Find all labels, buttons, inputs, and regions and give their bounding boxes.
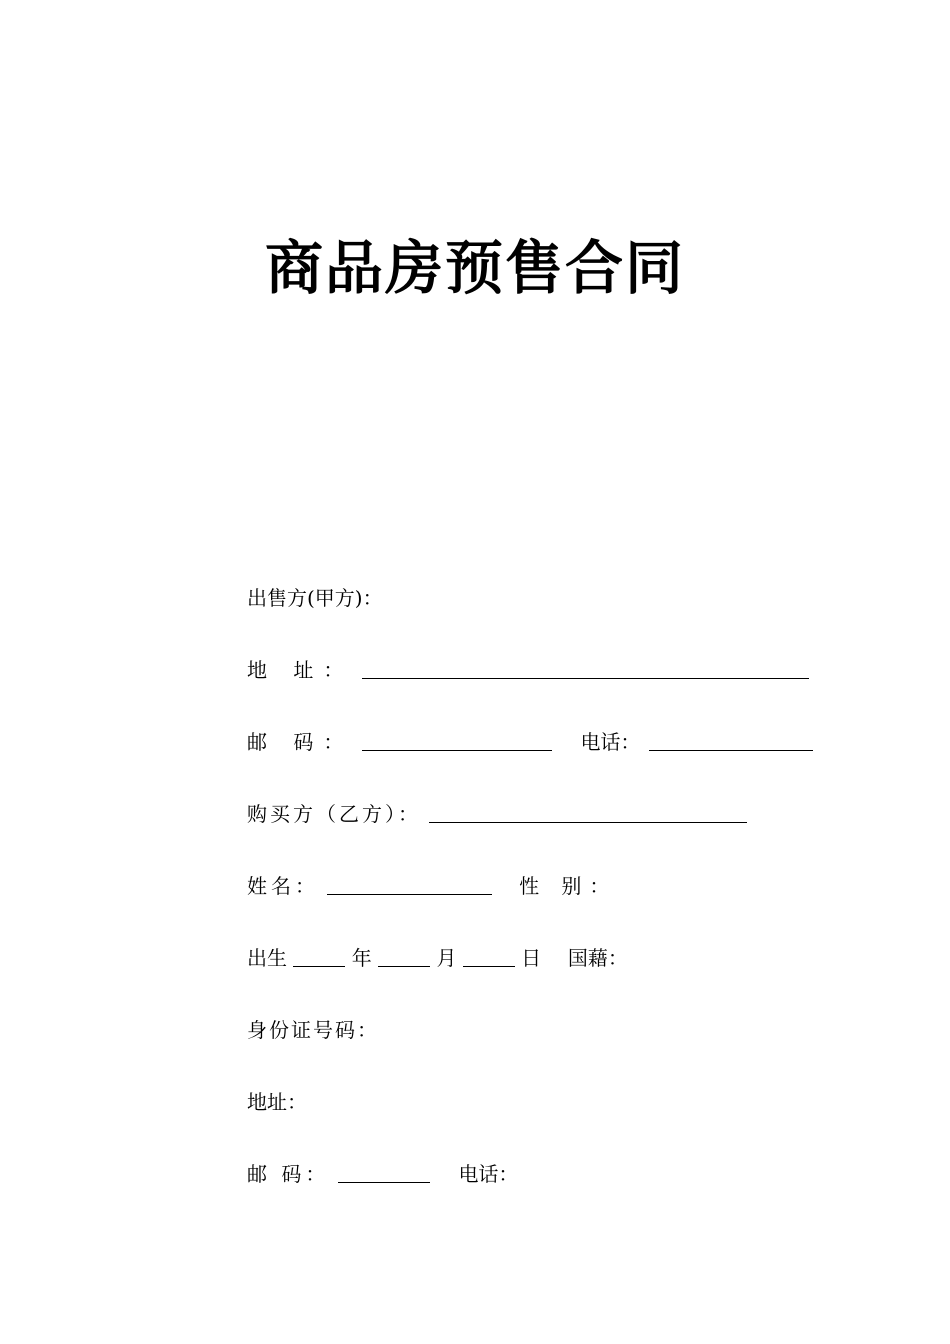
seller-contact-row: [247, 726, 813, 758]
seller-address-row: [247, 654, 809, 686]
buyer-contact-row: [247, 1158, 518, 1190]
buyer-label: 购买方（乙方）：: [247, 802, 421, 826]
buyer-address-label: 地址：: [247, 1090, 307, 1114]
buyer-birth-prefix: 出生: [247, 946, 287, 970]
seller-phone-label: 电话：: [580, 730, 641, 754]
buyer-id-label: 身份证号码：: [247, 1018, 379, 1042]
buyer-birth-month-label: 月: [436, 946, 457, 970]
buyer-field[interactable]: [429, 798, 747, 823]
buyer-birth-day-label: 日: [521, 946, 542, 970]
seller-address-label: 地 址：: [247, 658, 354, 682]
buyer-postcode-field[interactable]: [338, 1158, 430, 1183]
seller-postcode-label: 邮 码：: [247, 730, 354, 754]
seller-phone-field[interactable]: [649, 726, 813, 751]
buyer-phone-label: 电话：: [458, 1162, 519, 1186]
buyer-gender-label: 性 别：: [519, 874, 618, 898]
buyer-name-label: 姓名：: [247, 874, 319, 898]
seller-label: 出售方(甲方)：: [247, 586, 383, 610]
buyer-nationality-label: 国藉：: [567, 946, 628, 970]
buyer-birth-day-field[interactable]: [463, 942, 515, 967]
seller-postcode-field[interactable]: [362, 726, 552, 751]
buyer-birth-row: [247, 942, 628, 974]
document-title: 商品房预售合同: [264, 234, 685, 302]
buyer-postcode-label: 邮 码：: [247, 1162, 330, 1186]
buyer-address-row: [247, 1086, 307, 1118]
buyer-row: [247, 798, 747, 830]
seller-row: [247, 582, 383, 614]
buyer-birth-year-field[interactable]: [293, 942, 345, 967]
buyer-name-field[interactable]: [327, 870, 492, 895]
buyer-birth-month-field[interactable]: [378, 942, 430, 967]
buyer-id-row: [247, 1014, 379, 1046]
buyer-birth-year-label: 年: [351, 946, 372, 970]
seller-address-field[interactable]: [362, 654, 809, 679]
buyer-name-row: [247, 870, 617, 902]
